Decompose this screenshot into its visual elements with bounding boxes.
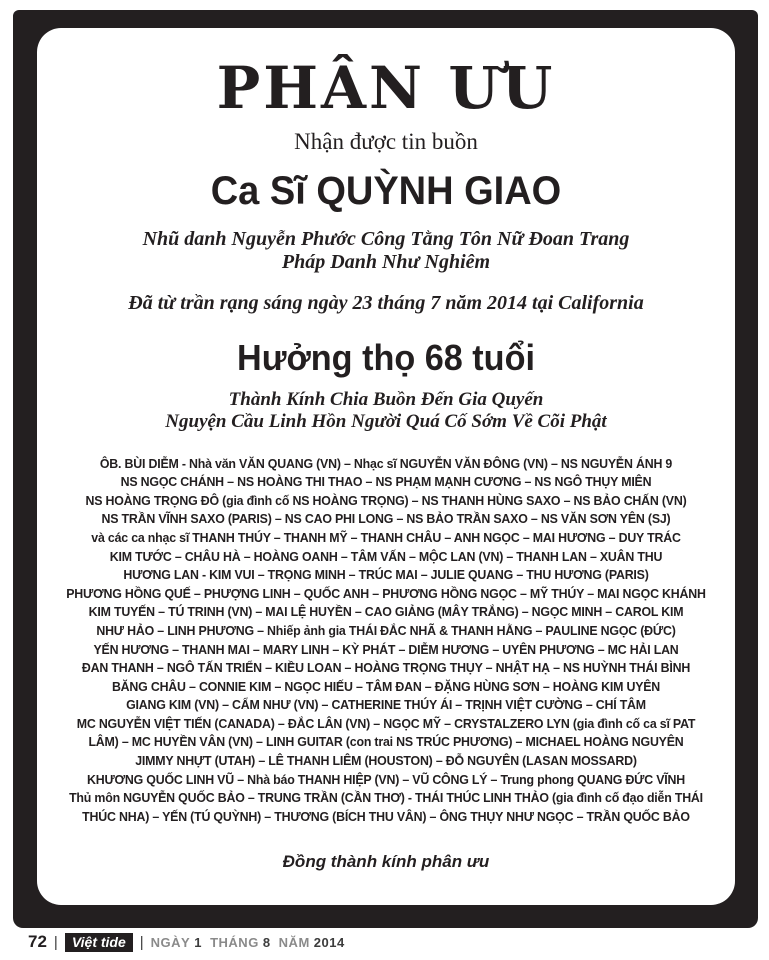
date-label-year: NĂM [278,934,310,950]
birth-name-block [37,228,735,274]
footer-separator: | [139,933,144,951]
date-day-value: 1 [194,934,202,950]
mourners-line: THÚC NHA) – YẾN (TÚ QUỲNH) – THƯƠNG (BÍCH THU VÂN) – ÔNG THỤY NHƯ NGỌC – TRẦN QUỐC BẢO [82,809,690,824]
deceased-name: Ca Sĩ QUỲNH GIAO [210,168,562,213]
footer-separator: | [53,933,58,951]
mourners-line: YẾN HƯƠNG – THANH MAI – MARY LINH – KỲ PHÁT – DIỄM HƯƠNG – UYÊN PHƯƠNG – MC HẢI LAN [93,642,679,657]
notice-title: PHÂN ƯU [216,54,556,122]
mourners-line: LÂM) – MC HUYỀN VÂN (VN) – LINH GUITAR (con trai NS TRÚC PHƯƠNG) – MICHAEL HOÀNG NGUYÊN [88,735,684,750]
mourners-line: và các ca nhạc sĩ THANH THÚY – THANH MỸ – THANH CHÂU – ANH NGỌC – MAI HƯƠNG – DUY TRÁC [91,530,681,545]
condolence-line-2: Nguyện Cầu Linh Hồn Người Quá Cố Sớm Về Cõi Phật [165,410,607,432]
mourners-line: NHƯ HẢO – LINH PHƯƠNG – Nhiếp ảnh gia THÁI ĐẮC NHÃ & THANH HẰNG – PAULINE NGỌC (ĐỨC) [96,623,676,638]
viet-tide-logo: Việt tide [65,933,133,952]
age-line: Hưởng thọ 68 tuổi [237,336,535,378]
date-year-value: 2014 [313,934,345,950]
birth-name: Nhũ danh Nguyễn Phước Công Tằng Tôn Nữ Đoan Trang [142,227,630,250]
mourners-line: KIM TUYẾN – TÚ TRINH (VN) – MAI LỆ HUYỀN – CAO GIẢNG (MÂY TRẮNG) – NGỌC MINH – CAROL KIM [88,605,684,620]
mourners-line: HƯƠNG LAN - KIM VUI – TRỌNG MINH – TRÚC MAI – JULIE QUANG – THU HƯƠNG (PARIS) [123,568,649,583]
mourners-line: BĂNG CHÂU – CONNIE KIM – NGỌC HIẾU – TÂM ĐAN – ĐẶNG HÙNG SƠN – HOÀNG KIM UYÊN [111,679,661,694]
notice-body [37,28,735,905]
death-info: Đã từ trần rạng sáng ngày 23 tháng 7 năm 2014 tại California [128,291,644,314]
mourners-line: KHƯƠNG QUỐC LINH VŨ – Nhà báo THANH HIỆP (VN) – VŨ CÔNG LÝ – Trung phong QUANG ĐỨC VĨNH [86,772,686,787]
mourners-line: NS HOÀNG TRỌNG ĐÔ (gia đình cố NS HOÀNG TRỌNG) – NS THANH HÙNG SAXO – NS BẢO CHẤN (VN) [85,493,687,508]
mourners-line: NS TRẦN VĨNH SAXO (PARIS) – NS CAO PHI LONG – NS BẢO TRẦN SAXO – NS VĂN SƠN YÊN (SJ) [101,512,671,527]
page-number: 72 [28,932,47,951]
issue-date [151,935,349,950]
mourners-list [40,455,731,827]
mourners-line: KIM TƯỚC – CHÂU HÀ – HOÀNG OANH – TÂM VẤN – MỘC LAN (VN) – THANH LAN – XUÂN THU [109,549,663,564]
condolence-block [37,389,735,433]
condolence-line-1: Thành Kính Chia Buồn Đến Gia Quyến [228,388,544,410]
notice-frame [13,10,758,928]
date-label-month: THÁNG [210,934,259,950]
mourners-line: ÔB. BÙI DIỄM - Nhà văn VĂN QUANG (VN) – Nhạc sĩ NGUYỄN VĂN ĐÔNG (VN) – NS NGUYỄN ÁNH 9 [99,456,673,471]
notice-subtitle: Nhận được tin buồn [294,128,478,154]
mourners-line: PHƯƠNG HỒNG QUẾ – PHƯỢNG LINH – QUỐC ANH – PHƯƠNG HỒNG NGỌC – MỸ THÚY – MAI NGỌC KHÁNH [66,586,706,601]
date-label-day: NGÀY [150,934,191,950]
mourners-line: Thủ môn NGUYỄN QUỐC BẢO – TRUNG TRẦN (CẦN THƠ) - THÁI THÚC LINH THẢO (gia đình cố đạo diễn THÁI [69,791,703,806]
mourners-line: JIMMY NHỰT (UTAH) – LÊ THANH LIÊM (HOUSTON) – ĐỖ NGUYÊN (LASAN MOSSARD) [135,754,637,769]
mourners-line: MC NGUYỄN VIỆT TIẾN (CANADA) – ĐẮC LÂN (VN) – NGỌC MỸ – CRYSTALZERO LYN (gia đình cố ca sĩ PAT [76,716,696,731]
mourners-line: ĐAN THANH – NGÔ TẤN TRIỂN – KIỀU LOAN – HOÀNG TRỌNG THỤY – NHẬT HẠ – NS HUỲNH THÁI BÌNH [81,661,691,676]
mourners-line: NS NGỌC CHÁNH – NS HOÀNG THI THAO – NS PHẠM MẠNH CƯƠNG – NS NGÔ THỤY MIÊN [120,475,652,490]
closing-line: Đồng thành kính phân ưu [282,852,490,872]
mourners-line: GIANG KIM (VN) – CẨM NHƯ (VN) – CATHERINE THÚY ÁI – TRỊNH VIỆT CƯỜNG – CHÍ TÂM [126,698,646,713]
date-month-value: 8 [262,934,271,950]
dharma-name: Pháp Danh Như Nghiêm [281,250,491,273]
page-footer [28,932,349,952]
